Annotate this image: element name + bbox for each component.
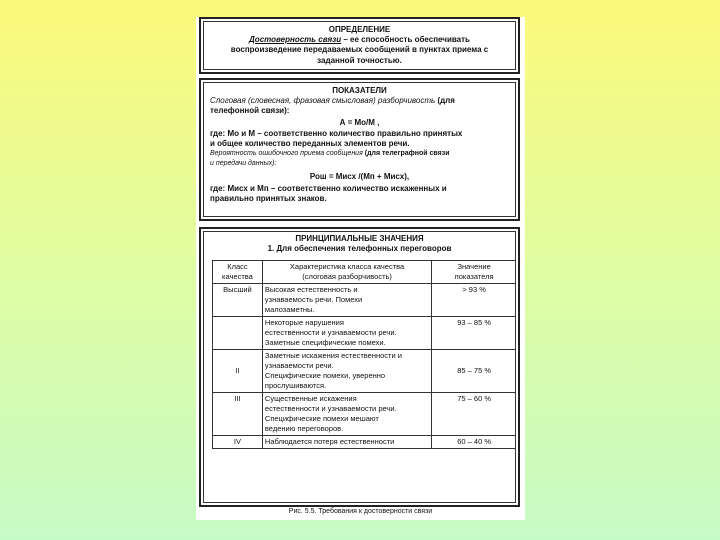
definition-line-1-rest: – ее способность обеспечивать — [341, 35, 470, 44]
indicators-title: ПОКАЗАТЕЛИ — [332, 86, 387, 95]
definition-line-3: заданной точностью. — [317, 56, 402, 65]
formula-error-probability: Рош = Мисх /(Мп + Мисх), — [309, 172, 410, 181]
indicators-syllable-term: Слоговая (словесная, фразовая смысловая) разборчивость — [210, 96, 436, 105]
header-grade: Класс качества — [213, 261, 263, 284]
values-box — [199, 227, 520, 507]
requirements-table — [212, 260, 516, 449]
header-value: Значение показателя — [432, 261, 516, 284]
indicators-line-6 — [210, 149, 509, 159]
definition-line-1 — [210, 35, 509, 45]
indicators-line-6-rest: (для телеграфной связи — [362, 150, 450, 157]
row-value: 93 – 85 % — [432, 317, 516, 350]
table-row — [213, 350, 517, 393]
definition-title: ОПРЕДЕЛЕНИЕ — [328, 25, 391, 34]
values-subtitle: 1. Для обеспечения телефонных переговоров — [267, 244, 452, 253]
table-row — [213, 436, 517, 449]
definition-box — [199, 17, 520, 74]
table-row — [213, 393, 517, 436]
indicators-line-4: где: Мо и М – соответственно количество правильно принятых — [210, 129, 463, 138]
row-grade: Высший — [213, 284, 263, 317]
row-grade: III — [213, 393, 263, 436]
indicators-line-9: где: Мисх и Мп – соответственно количество искаженных и — [210, 184, 447, 193]
definition-line-2: воспроизведение передаваемых сообщений в пунктах приема с — [230, 45, 489, 54]
indicators-line-2: телефонной связи): — [210, 106, 290, 115]
table-header-row — [213, 261, 517, 284]
figure-caption: Рис. 5.5. Требования к достоверности связи — [288, 508, 433, 515]
document-page — [196, 17, 525, 520]
indicators-line-1-rest: (для — [435, 96, 455, 105]
indicators-line-1 — [210, 96, 509, 106]
indicators-box — [199, 78, 520, 221]
row-value: 85 – 75 % — [432, 350, 516, 393]
row-grade — [213, 317, 263, 350]
definition-term: Достоверность связи — [249, 35, 342, 44]
indicators-line-5: и общее количество переданных элементов речи. — [210, 139, 410, 148]
row-description: Существенные искажения естественности и узнаваемости речи. Специфические помехи мешают ведению переговоров. — [262, 393, 431, 436]
row-description: Некоторые нарушения естественности и узнаваемости речи. Заметные специфические помехи. — [262, 317, 431, 350]
row-grade: II — [213, 350, 263, 393]
indicators-error-term: Вероятность ошибочного приема сообщения — [210, 150, 363, 157]
header-description: Характеристика класса качества (слоговая разборчивость) — [262, 261, 431, 284]
row-grade: IV — [213, 436, 263, 449]
table-row — [213, 317, 517, 350]
row-description: Заметные искажения естественности и узнаваемости речи. Специфические помехи, уверенно прослушиваются. — [262, 350, 431, 393]
indicators-line-7: и передачи данных): — [210, 160, 277, 167]
table-row — [213, 284, 517, 317]
row-description: Высокая естественность и узнаваемость речи. Помехи малозаметны. — [262, 284, 431, 317]
values-title: ПРИНЦИПИАЛЬНЫЕ ЗНАЧЕНИЯ — [295, 234, 424, 243]
row-value: > 93 % — [432, 284, 516, 317]
indicators-line-10: правильно принятых знаков. — [210, 194, 327, 203]
row-description: Наблюдается потеря естественности — [262, 436, 431, 449]
row-value: 75 – 60 % — [432, 393, 516, 436]
formula-intelligibility: А = Мо/М , — [339, 118, 380, 127]
row-value: 60 – 40 % — [432, 436, 516, 449]
